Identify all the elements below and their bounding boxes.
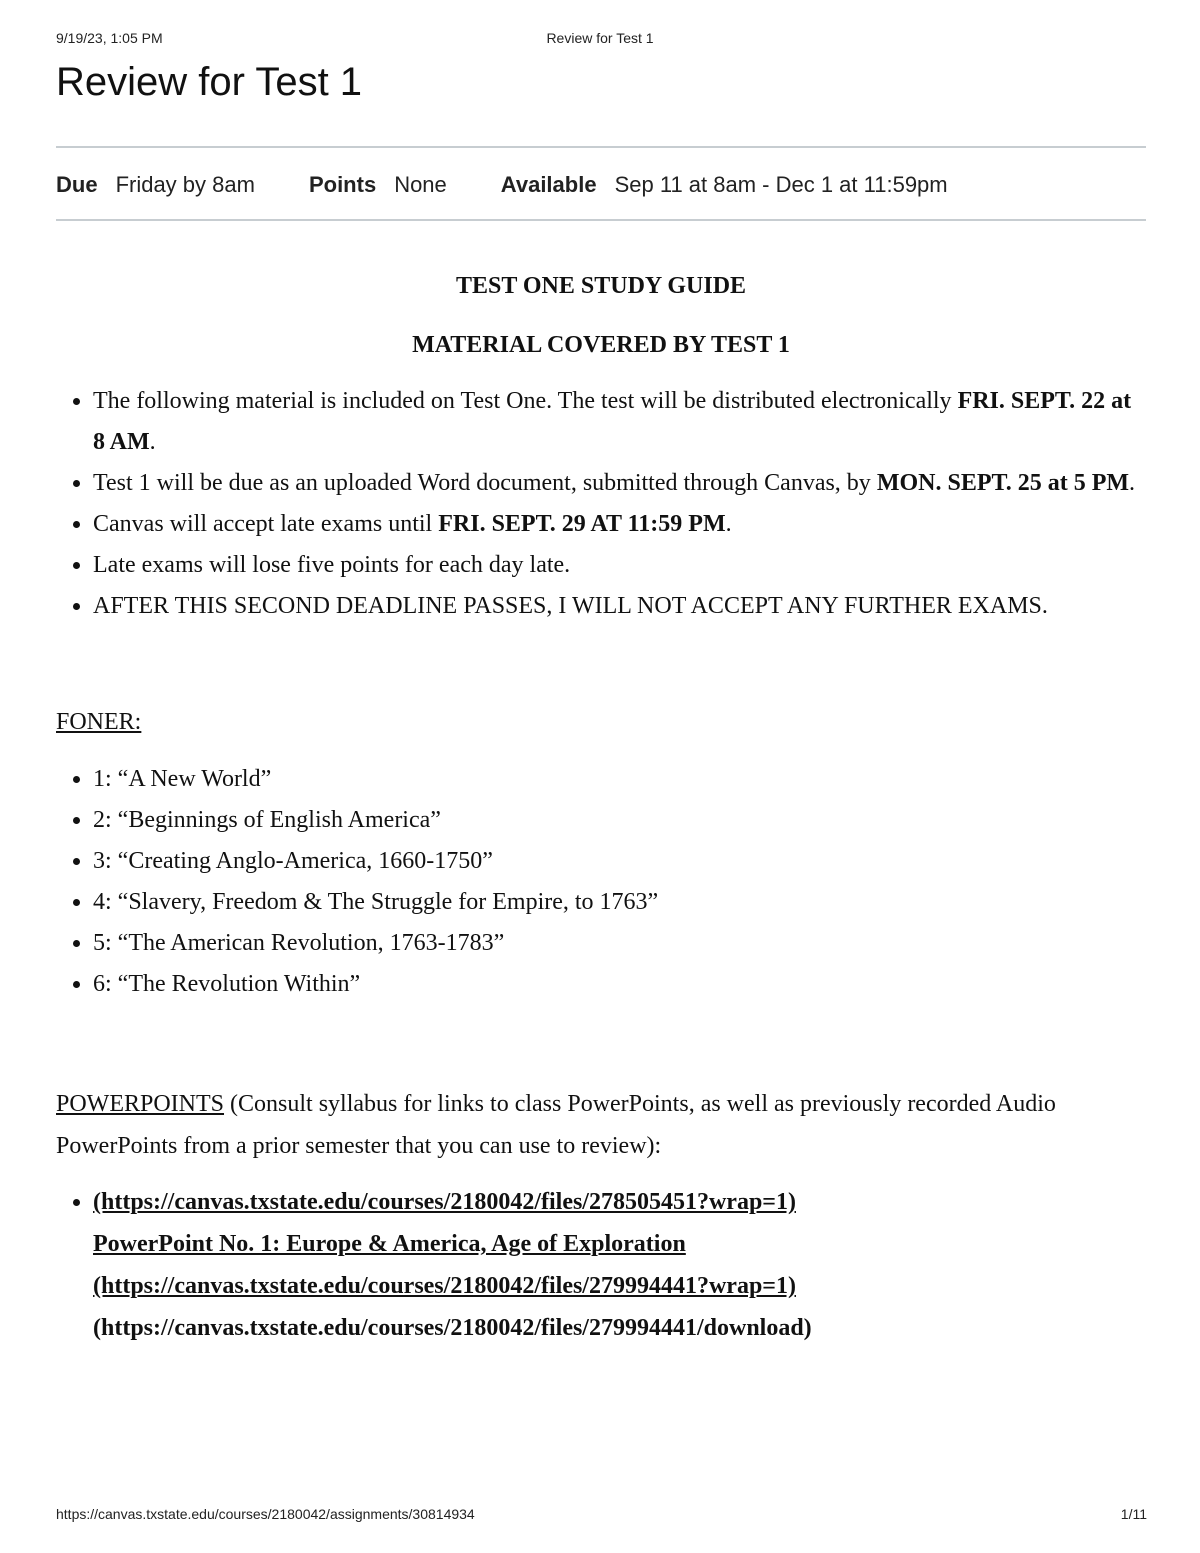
- available-value: Sep 11 at 8am - Dec 1 at 11:59pm: [614, 172, 948, 197]
- foner-label: FONER:: [56, 709, 142, 735]
- print-footer: [0, 1506, 1200, 1526]
- available-label: Available: [500, 172, 597, 197]
- list-item: • 6: “The Revolution Within”: [93, 964, 1146, 1005]
- print-doc-title: Review for Test 1: [546, 30, 654, 46]
- rule-text: Canvas will accept late exams until: [93, 511, 439, 537]
- page-title: Review for Test 1: [56, 60, 363, 104]
- page-number: 1/11: [1120, 1506, 1147, 1522]
- points-value: None: [394, 172, 447, 197]
- rule-text: AFTER THIS SECOND DEADLINE PASSES, I WILL NOT ACCEPT ANY FURTHER EXAMS.: [93, 593, 1048, 619]
- list-item: • Canvas will accept late exams until FRI. SEPT. 29 AT 11:59 PM.: [93, 504, 1146, 545]
- due-label: Due: [56, 172, 98, 197]
- divider-bottom: [56, 219, 1146, 221]
- print-date: 9/19/23, 1:05 PM: [56, 30, 163, 46]
- list-item: • 1: “A New World”: [93, 759, 1146, 800]
- rule-date: FRI. SEPT. 22 at 8 AM: [93, 388, 1132, 455]
- study-guide-heading: TEST ONE STUDY GUIDE: [455, 273, 747, 299]
- assignment-details: [56, 170, 948, 200]
- rule-text: Test 1 will be due as an uploaded Word document, submitted through Canvas, by: [93, 470, 877, 496]
- test-rules-list: [56, 381, 1146, 627]
- list-item: [93, 545, 1146, 586]
- powerpoints-note: (Consult syllabus for links to class PowerPoints, as well as previously recorded Audio PowerPoints from a prior semester that you can use to review):: [56, 1091, 1056, 1159]
- print-url: https://canvas.txstate.edu/courses/2180042/assignments/30814934: [56, 1506, 475, 1522]
- powerpoints-label: POWERPOINTS: [56, 1091, 225, 1117]
- points-group: [309, 172, 447, 198]
- print-header: [0, 30, 1200, 50]
- assignment-description: [56, 264, 1146, 1349]
- list-item: [93, 1181, 1146, 1349]
- due-value: Friday by 8am: [115, 172, 255, 197]
- powerpoint-link-2[interactable]: PowerPoint No. 1: Europe & America, Age of Exploration: [93, 1231, 686, 1257]
- rule-text: The following material is included on Test One. The test will be distributed electronically: [93, 388, 958, 414]
- foner-chapter-list: [56, 759, 1146, 1005]
- list-item: • 2: “Beginnings of English America”: [93, 800, 1146, 841]
- powerpoint-link-1[interactable]: (https://canvas.txstate.edu/courses/2180042/files/278505451?wrap=1): [93, 1189, 796, 1215]
- due-group: [56, 172, 255, 198]
- list-item: • 5: “The American Revolution, 1763-1783”: [93, 923, 1146, 964]
- list-item: • Test 1 will be due as an uploaded Word document, submitted through Canvas, by MON. SEPT. 25 at 5 PM.: [93, 463, 1146, 504]
- list-item: [93, 586, 1146, 627]
- foner-section-label: [56, 702, 1146, 743]
- list-item: • The following material is included on Test One. The test will be distributed electronically FRI. SEPT. 22 at 8 AM.: [93, 381, 1146, 463]
- available-group: [501, 172, 948, 198]
- rule-date: MON. SEPT. 25 at 5 PM: [876, 470, 1130, 496]
- divider-top: [56, 146, 1146, 148]
- points-label: Points: [308, 172, 377, 197]
- rule-date: FRI. SEPT. 29 AT 11:59 PM: [438, 511, 726, 537]
- powerpoints-paragraph: [56, 1083, 1146, 1167]
- powerpoint-links-list: [56, 1181, 1146, 1349]
- list-item: • 3: “Creating Anglo-America, 1660-1750”: [93, 841, 1146, 882]
- list-item: • 4: “Slavery, Freedom & The Struggle for Empire, to 1763”: [93, 882, 1146, 923]
- powerpoint-link-3[interactable]: (https://canvas.txstate.edu/courses/2180042/files/279994441?wrap=1): [93, 1273, 796, 1299]
- material-heading: MATERIAL COVERED BY TEST 1: [412, 332, 790, 358]
- rule-text: Late exams will lose five points for each day late.: [93, 552, 571, 578]
- powerpoint-download-link[interactable]: (https://canvas.txstate.edu/courses/2180042/files/279994441/download): [93, 1315, 812, 1341]
